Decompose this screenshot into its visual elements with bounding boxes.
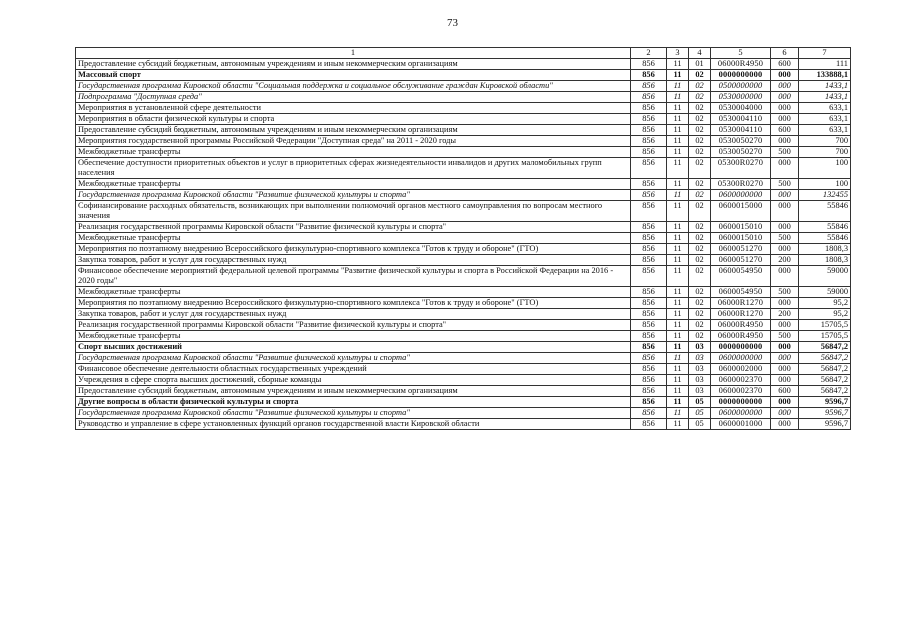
row-expense-type: 500 [771,331,799,342]
row-amount: 56847,2 [799,353,851,364]
row-section: 11 [667,266,689,287]
row-section: 11 [667,147,689,158]
row-section: 11 [667,320,689,331]
row-expense-type: 500 [771,233,799,244]
row-amount: 55846 [799,222,851,233]
row-amount: 100 [799,158,851,179]
row-target-code: 0600054950 [711,266,771,287]
row-section: 11 [667,125,689,136]
row-amount: 700 [799,147,851,158]
row-admin-code: 856 [631,233,667,244]
row-subsection: 05 [689,419,711,430]
row-admin-code: 856 [631,158,667,179]
row-amount: 100 [799,179,851,190]
row-name: Межбюджетные трансферты [76,179,631,190]
row-target-code: 0600015010 [711,222,771,233]
row-section: 11 [667,309,689,320]
row-amount: 633,1 [799,125,851,136]
row-amount: 55846 [799,233,851,244]
row-expense-type: 500 [771,287,799,298]
row-name: Предоставление субсидий бюджетным, автономным учреждениям и иным некоммерческим организациям [76,59,631,70]
row-name: Межбюджетные трансферты [76,233,631,244]
row-amount: 15705,5 [799,331,851,342]
table-row [76,92,851,103]
row-name: Мероприятия по поэтапному внедрению Всероссийского физкультурно-спортивного комплекса "Готов к труду и обороне" (ГТО) [76,244,631,255]
header-col-7: 7 [799,48,851,59]
row-subsection: 02 [689,255,711,266]
row-name: Закупка товаров, работ и услуг для государственных нужд [76,309,631,320]
row-expense-type: 600 [771,386,799,397]
row-expense-type: 000 [771,190,799,201]
row-admin-code: 856 [631,342,667,353]
row-subsection: 02 [689,309,711,320]
row-subsection: 05 [689,397,711,408]
table-row [76,244,851,255]
table-row [76,331,851,342]
row-target-code: 0500000000 [711,81,771,92]
row-target-code: 0600001000 [711,419,771,430]
row-name: Реализация государственной программы Кировской области "Развитие физической культуры и спорта" [76,320,631,331]
row-admin-code: 856 [631,244,667,255]
row-expense-type: 200 [771,255,799,266]
header-row [76,48,851,59]
row-amount: 56847,2 [799,386,851,397]
row-admin-code: 856 [631,386,667,397]
row-subsection: 02 [689,190,711,201]
row-name: Софинансирование расходных обязательств, возникающих при выполнении полномочий органов местного самоуправления по вопросам местного значения [76,201,631,222]
row-target-code: 0600002370 [711,375,771,386]
table-row [76,136,851,147]
row-admin-code: 856 [631,353,667,364]
row-admin-code: 856 [631,179,667,190]
row-name: Реализация государственной программы Кировской области "Развитие физической культуры и спорта" [76,222,631,233]
table-row [76,419,851,430]
row-target-code: 0600002000 [711,364,771,375]
row-subsection: 02 [689,103,711,114]
row-name: Межбюджетные трансферты [76,287,631,298]
row-target-code: 0600015000 [711,201,771,222]
row-name: Мероприятия в области физической культуры и спорта [76,114,631,125]
row-target-code: 05300R0270 [711,179,771,190]
row-amount: 1808,3 [799,255,851,266]
row-target-code: 06000R4950 [711,59,771,70]
row-name: Межбюджетные трансферты [76,331,631,342]
row-amount: 700 [799,136,851,147]
table-row [76,179,851,190]
row-target-code: 0600054950 [711,287,771,298]
table-row [76,397,851,408]
row-admin-code: 856 [631,320,667,331]
row-target-code: 06000R1270 [711,298,771,309]
row-section: 11 [667,342,689,353]
row-expense-type: 500 [771,147,799,158]
row-expense-type: 000 [771,353,799,364]
table-row [76,375,851,386]
row-name: Финансовое обеспечение мероприятий федеральной целевой программы "Развитие физической культуры и спорта в Российской Федерации на 2016 - 2020 годы" [76,266,631,287]
row-expense-type: 200 [771,309,799,320]
row-section: 11 [667,364,689,375]
row-name: Межбюджетные трансферты [76,147,631,158]
row-target-code: 0600051270 [711,244,771,255]
row-name: Предоставление субсидий бюджетным, автономным учреждениям и иным некоммерческим организациям [76,386,631,397]
row-section: 11 [667,59,689,70]
header-col-3: 3 [667,48,689,59]
row-section: 11 [667,397,689,408]
row-expense-type: 000 [771,419,799,430]
row-expense-type: 000 [771,320,799,331]
row-target-code: 0530004110 [711,114,771,125]
table-row [76,309,851,320]
row-name: Финансовое обеспечение деятельности областных государственных учреждений [76,364,631,375]
table-row [76,222,851,233]
page-number: 73 [447,17,458,29]
row-admin-code: 856 [631,201,667,222]
row-section: 11 [667,114,689,125]
row-name: Другие вопросы в области физической культуры и спорта [76,397,631,408]
row-admin-code: 856 [631,331,667,342]
row-expense-type: 000 [771,103,799,114]
row-expense-type: 000 [771,408,799,419]
row-amount: 132455 [799,190,851,201]
row-name: Государственная программа Кировской области "Развитие физической культуры и спорта" [76,353,631,364]
row-section: 11 [667,353,689,364]
table-row [76,190,851,201]
table-row [76,125,851,136]
row-expense-type: 600 [771,125,799,136]
row-expense-type: 000 [771,375,799,386]
row-target-code: 0600000000 [711,190,771,201]
row-target-code: 0530004110 [711,125,771,136]
row-name: Мероприятия по поэтапному внедрению Всероссийского физкультурно-спортивного комплекса "Готов к труду и обороне" (ГТО) [76,298,631,309]
row-name: Спорт высших достижений [76,342,631,353]
row-section: 11 [667,81,689,92]
row-expense-type: 000 [771,114,799,125]
row-name: Государственная программа Кировской области "Развитие физической культуры и спорта" [76,190,631,201]
row-section: 11 [667,375,689,386]
row-subsection: 02 [689,125,711,136]
header-col-1: 1 [76,48,631,59]
row-subsection: 03 [689,386,711,397]
row-subsection: 02 [689,92,711,103]
row-section: 11 [667,103,689,114]
row-name: Мероприятия в установленной сфере деятельности [76,103,631,114]
row-subsection: 02 [689,233,711,244]
row-expense-type: 000 [771,298,799,309]
row-admin-code: 856 [631,147,667,158]
table-row [76,103,851,114]
row-expense-type: 500 [771,179,799,190]
row-expense-type: 000 [771,92,799,103]
row-subsection: 02 [689,244,711,255]
row-section: 11 [667,70,689,81]
header-col-5: 5 [711,48,771,59]
row-subsection: 03 [689,375,711,386]
row-amount: 59000 [799,266,851,287]
row-section: 11 [667,233,689,244]
row-subsection: 02 [689,320,711,331]
row-amount: 56847,2 [799,375,851,386]
row-admin-code: 856 [631,364,667,375]
row-subsection: 02 [689,147,711,158]
row-section: 11 [667,298,689,309]
row-amount: 133888,1 [799,70,851,81]
row-subsection: 02 [689,81,711,92]
row-admin-code: 856 [631,222,667,233]
table-row [76,147,851,158]
row-expense-type: 000 [771,70,799,81]
row-admin-code: 856 [631,81,667,92]
row-amount: 55846 [799,201,851,222]
row-amount: 633,1 [799,114,851,125]
row-name: Мероприятия государственной программы Российской Федерации "Доступная среда" на 2011 - 2020 годы [76,136,631,147]
row-admin-code: 856 [631,125,667,136]
row-subsection: 02 [689,287,711,298]
row-target-code: 06000R4950 [711,331,771,342]
row-admin-code: 856 [631,298,667,309]
row-target-code: 0530050270 [711,147,771,158]
row-target-code: 0600051270 [711,255,771,266]
table-row [76,364,851,375]
row-target-code: 06000R1270 [711,309,771,320]
row-amount: 15705,5 [799,320,851,331]
row-expense-type: 000 [771,244,799,255]
row-target-code: 0600000000 [711,353,771,364]
row-expense-type: 000 [771,364,799,375]
row-expense-type: 000 [771,201,799,222]
row-admin-code: 856 [631,266,667,287]
row-name: Подпрограмма "Доступная среда" [76,92,631,103]
row-target-code: 0530050270 [711,136,771,147]
table-row [76,59,851,70]
row-name: Закупка товаров, работ и услуг для государственных нужд [76,255,631,266]
row-admin-code: 856 [631,408,667,419]
row-amount: 1433,1 [799,81,851,92]
header-col-4: 4 [689,48,711,59]
row-expense-type: 000 [771,222,799,233]
row-section: 11 [667,255,689,266]
row-admin-code: 856 [631,92,667,103]
row-expense-type: 000 [771,136,799,147]
row-amount: 9596,7 [799,419,851,430]
row-subsection: 02 [689,179,711,190]
row-admin-code: 856 [631,114,667,125]
row-subsection: 03 [689,342,711,353]
row-section: 11 [667,419,689,430]
row-subsection: 01 [689,59,711,70]
table-row [76,298,851,309]
row-target-code: 0600015010 [711,233,771,244]
row-amount: 95,2 [799,298,851,309]
table-row [76,408,851,419]
row-target-code: 05300R0270 [711,158,771,179]
row-section: 11 [667,158,689,179]
row-admin-code: 856 [631,287,667,298]
table-row [76,353,851,364]
row-amount: 59000 [799,287,851,298]
row-subsection: 02 [689,266,711,287]
row-amount: 56847,2 [799,364,851,375]
row-name: Государственная программа Кировской области "Развитие физической культуры и спорта" [76,408,631,419]
row-subsection: 05 [689,408,711,419]
row-admin-code: 856 [631,59,667,70]
row-subsection: 02 [689,331,711,342]
row-admin-code: 856 [631,309,667,320]
row-expense-type: 000 [771,158,799,179]
row-amount: 1433,1 [799,92,851,103]
row-name: Государственная программа Кировской области "Социальная поддержка и социальное обслуживание граждан Кировской области" [76,81,631,92]
row-subsection: 02 [689,136,711,147]
table-row [76,70,851,81]
row-name: Массовый спорт [76,70,631,81]
row-amount: 633,1 [799,103,851,114]
row-admin-code: 856 [631,190,667,201]
row-subsection: 03 [689,353,711,364]
row-admin-code: 856 [631,375,667,386]
row-amount: 9596,7 [799,408,851,419]
row-section: 11 [667,92,689,103]
row-section: 11 [667,287,689,298]
row-amount: 1808,3 [799,244,851,255]
row-subsection: 02 [689,114,711,125]
row-admin-code: 856 [631,103,667,114]
table-body [76,59,851,430]
table-row [76,233,851,244]
row-target-code: 0530000000 [711,92,771,103]
row-section: 11 [667,244,689,255]
row-expense-type: 000 [771,81,799,92]
row-amount: 9596,7 [799,397,851,408]
row-amount: 56847,2 [799,342,851,353]
row-subsection: 02 [689,158,711,179]
row-section: 11 [667,386,689,397]
table-row [76,320,851,331]
row-name: Обеспечение доступности приоритетных объектов и услуг в приоритетных сферах жизнедеятельности инвалидов и других маломобильных групп населения [76,158,631,179]
row-section: 11 [667,190,689,201]
row-subsection: 02 [689,201,711,222]
row-subsection: 02 [689,70,711,81]
table-row [76,81,851,92]
row-admin-code: 856 [631,136,667,147]
row-admin-code: 856 [631,70,667,81]
row-subsection: 03 [689,364,711,375]
row-target-code: 06000R4950 [711,320,771,331]
row-section: 11 [667,331,689,342]
row-target-code: 0530004000 [711,103,771,114]
header-col-6: 6 [771,48,799,59]
row-target-code: 0000000000 [711,342,771,353]
row-admin-code: 856 [631,255,667,266]
table-row [76,342,851,353]
row-name: Руководство и управление в сфере установленных функций органов государственной власти Кировской области [76,419,631,430]
row-expense-type: 000 [771,342,799,353]
row-admin-code: 856 [631,397,667,408]
row-section: 11 [667,179,689,190]
table-row [76,158,851,179]
row-section: 11 [667,136,689,147]
table-row [76,266,851,287]
row-amount: 95,2 [799,309,851,320]
row-amount: 111 [799,59,851,70]
table-row [76,386,851,397]
row-target-code: 0600002370 [711,386,771,397]
row-target-code: 0600000000 [711,408,771,419]
table-row [76,114,851,125]
row-subsection: 02 [689,222,711,233]
table-row [76,255,851,266]
row-admin-code: 856 [631,419,667,430]
row-section: 11 [667,408,689,419]
row-name: Предоставление субсидий бюджетным, автономным учреждениям и иным некоммерческим организациям [76,125,631,136]
row-subsection: 02 [689,298,711,309]
table-row [76,201,851,222]
row-name: Учреждения в сфере спорта высших достижений, сборные команды [76,375,631,386]
table-row [76,287,851,298]
row-target-code: 0000000000 [711,70,771,81]
row-section: 11 [667,222,689,233]
header-col-2: 2 [631,48,667,59]
row-expense-type: 000 [771,266,799,287]
row-target-code: 0000000000 [711,397,771,408]
row-expense-type: 600 [771,59,799,70]
budget-table [75,47,851,430]
row-expense-type: 000 [771,397,799,408]
row-section: 11 [667,201,689,222]
